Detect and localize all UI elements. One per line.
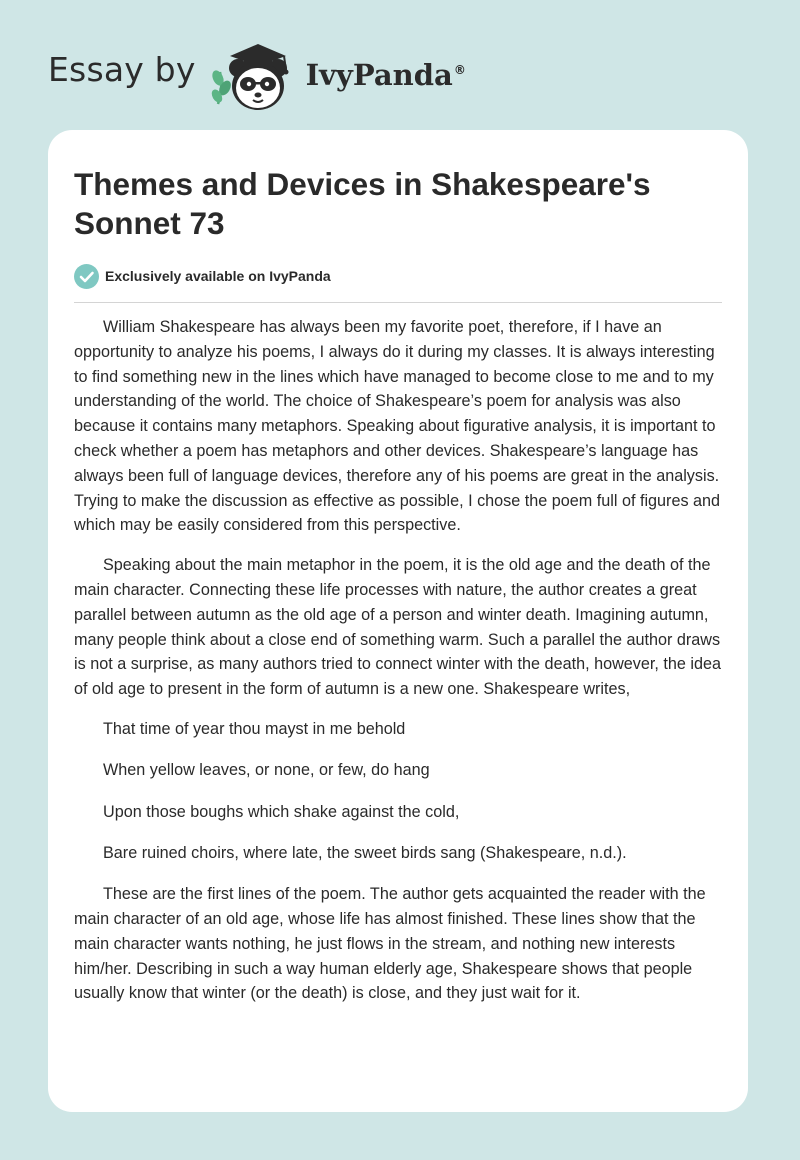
brand-name-text: IvyPanda bbox=[305, 57, 453, 92]
brand-name bbox=[305, 57, 466, 92]
check-circle-icon bbox=[74, 264, 99, 289]
verse-line: Upon those boughs which shake against the cold, bbox=[103, 802, 460, 821]
verse-line: When yellow leaves, or none, or few, do hang bbox=[103, 761, 430, 780]
brand-header bbox=[48, 34, 466, 114]
paragraph: These are the first lines of the poem. The author gets acquainted the reader with the main character of an old age, whose life has almost finished. These lines show that the main character wants nothing, he just flows in the stream, and nothing new interests him/her. Describing in such a way human elderly age, Shakespeare shows that people usually know that winter (or the death) is close, and they just wait for it. bbox=[74, 885, 706, 1003]
essay-title: Themes and Devices in Shakespeare's Sonnet 73 bbox=[74, 166, 651, 241]
exclusive-badge-label: Exclusively available on IvyPanda bbox=[105, 268, 331, 284]
exclusive-badge bbox=[74, 263, 722, 289]
brand-prefix: Essay by bbox=[48, 49, 196, 89]
paragraph: William Shakespeare has always been my favorite poet, therefore, if I have an opportunity to analyze his poems, I always do it during my classes. It is always interesting to find something new in the lines which have managed to become close to me and to my understanding of the world. The choice of Shakespeare’s poem for analysis was also because it contains many metaphors. Speaking about figurative analysis, it is important to check whether a poem has metaphors and other devices. Shakespeare’s language has always been full of language devices, therefore any of his poems are great in the analysis. Trying to make the discussion as effective as possible, I chose the poem full of figures and which may be easily considered from this perspective. bbox=[74, 318, 721, 535]
essay-body bbox=[74, 315, 724, 1006]
panda-logo-icon bbox=[208, 34, 304, 114]
essay-card bbox=[48, 130, 748, 1112]
verse-line: Bare ruined choirs, where late, the sweet birds sang (Shakespeare, n.d.). bbox=[103, 843, 627, 862]
brand-registered-mark: ® bbox=[453, 62, 466, 77]
verse-line: That time of year thou mayst in me behold bbox=[103, 719, 406, 738]
paragraph: Speaking about the main metaphor in the poem, it is the old age and the death of the main character. Connecting these life processes with nature, the author creates a great parallel between autumn as the old age of a person and winter death. Imagining autumn, many people think about a close end of something warm. Such a parallel the author draws is not a surprise, as many authors tried to connect winter with the death, however, the idea of old age to present in the form of autumn is a new one. Shakespeare writes, bbox=[74, 556, 721, 699]
divider bbox=[74, 302, 722, 303]
